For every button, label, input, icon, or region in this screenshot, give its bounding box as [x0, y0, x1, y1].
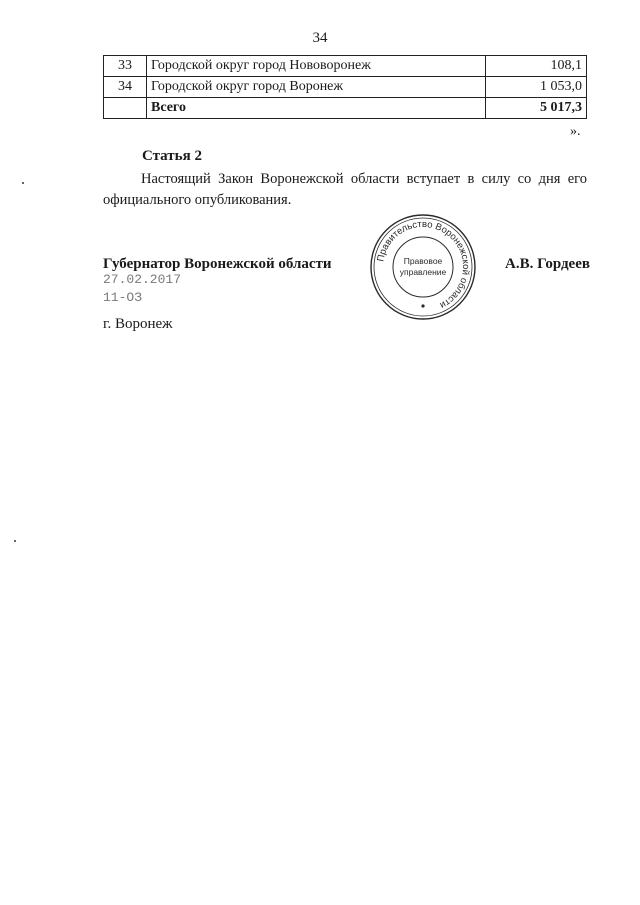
total-row	[104, 98, 587, 119]
scan-speck	[22, 182, 24, 184]
official-stamp-icon	[368, 212, 478, 322]
page-number: 34	[312, 30, 328, 46]
stamp-inner-text-line2: управление	[399, 267, 447, 277]
total-label-cell: Всего	[147, 98, 486, 119]
signing-city: г. Воронеж	[103, 316, 173, 332]
governor-name: А.В. Гордеев	[505, 256, 590, 272]
amount-cell: 108,1	[486, 56, 587, 77]
allocation-table	[103, 55, 587, 119]
row-number-cell: 34	[104, 77, 147, 98]
article-text: Настоящий Закон Воронежской области вступает в силу со дня его официального опубликования.	[103, 171, 587, 208]
stamp-dot	[421, 304, 424, 307]
article-title: Статья 2	[142, 148, 202, 164]
governor-title: Губернатор Воронежской области	[103, 256, 332, 272]
closing-quote: ».	[570, 124, 581, 139]
municipality-name-cell: Городской округ город Воронеж	[147, 77, 486, 98]
signing-date: 27.02.2017	[103, 272, 182, 287]
amount-cell: 1 053,0	[486, 77, 587, 98]
row-number-cell: 33	[104, 56, 147, 77]
municipality-name-cell: Городской округ город Нововоронеж	[147, 56, 486, 77]
table-row	[104, 77, 587, 98]
law-number: 11-ОЗ	[103, 290, 143, 305]
total-number-cell	[104, 98, 147, 119]
stamp-outer-text: Правительство Воронежской области	[375, 218, 472, 311]
scan-speck	[14, 540, 16, 542]
table-row	[104, 56, 587, 77]
total-amount-cell: 5 017,3	[486, 98, 587, 119]
stamp-inner-text-line1: Правовое	[403, 256, 443, 266]
